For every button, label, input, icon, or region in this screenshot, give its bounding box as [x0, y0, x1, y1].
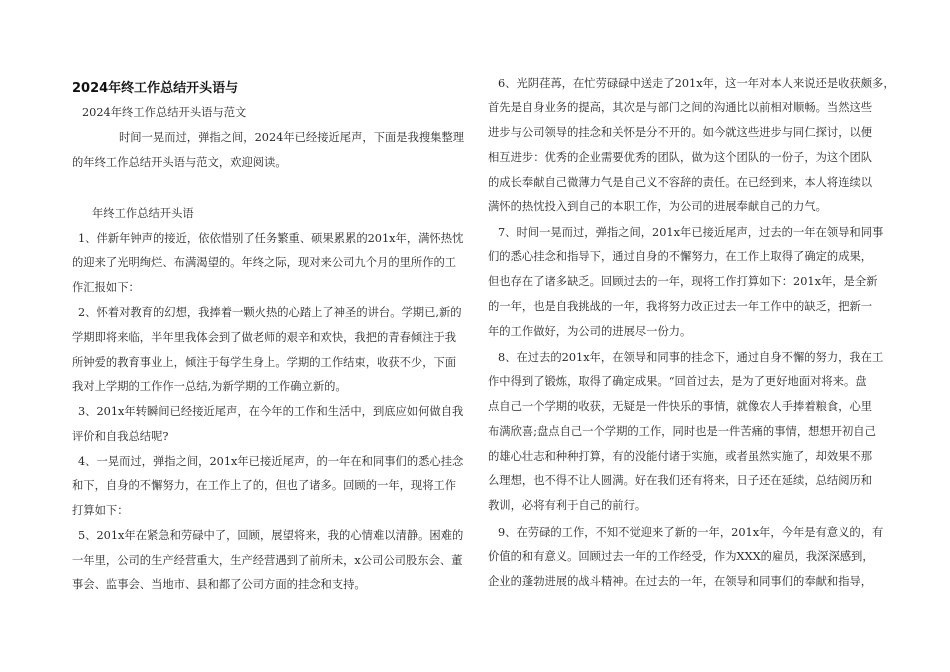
paragraph-line: 点自己一个学期的收获，无疑是一件快乐的事情，就像农人手捧着粮食，心里 — [488, 400, 873, 413]
paragraph-line: 相互进步：优秀的企业需要优秀的团队，做为这个团队的一份子，为这个团队 — [488, 151, 873, 164]
paragraph-line: 的迎来了光明绚烂、布满渴望的。年终之际，现对来公司九个月的里所作的工 — [72, 256, 457, 269]
paragraph-line: 我对上学期的工作作一总结,为新学期的工作确立新的。 — [72, 380, 347, 393]
paragraph-line: 和下，自身的不懈努力，在工作上了的，但也了诸多。回顾的一年，现将工作 — [72, 479, 457, 492]
paragraph-line: 教训，必将有利于自己的前行。 — [488, 499, 647, 512]
paragraph-line: 2、怀着对教育的幻想，我捧着一颗火热的心踏上了神圣的讲台。学期已,新的 — [78, 306, 462, 319]
paragraph-line: 但也存在了诸多缺乏。回顾过去的一年，现将工作打算如下：201x年，是全新 — [488, 275, 878, 288]
paragraph-line: 1、伴新年钟声的接近，依依惜别了任务繁重、硕果累累的201x年，满怀热忱 — [78, 232, 464, 245]
paragraph-line: 进步与公司领导的挂念和关怀是分不开的。如今就这些进步与同仁探讨，以便 — [488, 126, 873, 139]
paragraph-line: 的年终工作总结开头语与范文，欢迎阅读。 — [72, 156, 287, 169]
paragraph-line: 事会、监事会、当地市、县和都了公司方面的挂念和支持。 — [72, 578, 366, 591]
paragraph-line: 6、光阴荏苒，在忙劳碌碌中送走了201x年，这一年对本人来说还是收获颇多， — [498, 77, 895, 90]
paragraph-line: 作中得到了锻炼，取得了确定成果。“回首过去，是为了更好地面对将来。盘 — [488, 375, 867, 388]
paragraph-line: 的雄心壮志和种种打算，有的没能付诸于实施，或者虽然实施了，却效果不那 — [488, 450, 873, 463]
paragraph-line: 评价和自我总结呢? — [72, 430, 169, 443]
paragraph-line: 学期即将来临，半年里我体会到了做老师的艰辛和欢快，我把的青春倾注于我 — [72, 331, 457, 344]
paragraph-line: 打算如下： — [72, 504, 129, 517]
paragraph-line: 作汇报如下： — [72, 281, 140, 294]
paragraph-line: 的成长奉献自己微薄力气是自己义不容辞的责任。在已经到来，本人将连续以 — [488, 176, 873, 189]
paragraph-line: 9、在劳碌的工作，不知不觉迎来了新的一年，201x年，今年是有意义的，有 — [498, 526, 884, 539]
paragraph-line: 价值的和有意义。回顾过去一年的工作经受，作为XXX的雇员，我深深感到， — [488, 550, 874, 563]
paragraph-line: 首先是自身业务的提高，其次是与部门之间的沟通比以前相对顺畅。当然这些 — [488, 101, 873, 114]
paragraph-line: 企业的蓬勃进展的战斗精神。在过去的一年，在领导和同事们的奉献和指导， — [488, 575, 873, 588]
paragraph-line: 8、在过去的201x年，在领导和同事的挂念下，通过自身不懈的努力，我在工 — [498, 351, 884, 364]
paragraph-line: 时间一晃而过，弹指之间，2024年已经接近尾声，下面是我搜集整理 — [119, 131, 465, 144]
section-heading: 年终工作总结开头语 — [92, 207, 194, 220]
paragraph-line: 的一年，也是自我挑战的一年，我将努力改正过去一年工作中的缺乏，把新一 — [488, 300, 873, 313]
paragraph-line: 3、201x年转瞬间已经接近尾声，在今年的工作和生活中，到底应如何做自我 — [78, 405, 464, 418]
paragraph-line: 5、201x年在紧急和劳碌中了，回顾，展望将来，我的心情难以清静。困难的 — [78, 529, 464, 542]
paragraph-line: 一年里，公司的生产经营重大，生产经营遇到了前所未，x公司公司股东会、董 — [72, 554, 463, 567]
paragraph-line: 7、时间一晃而过，弹指之间，201x年已接近尾声，过去的一年在领导和同事 — [498, 226, 884, 239]
subtitle-line: 2024年终工作总结开头语与范文 — [82, 106, 247, 119]
paragraph-line: 布满欣喜;盘点自己一个学期的工作，同时也是一件苦痛的事情，想想开初自己 — [488, 425, 876, 438]
paragraph-line: 么理想，也不得不让人圆满。好在我们还有将来，日子还在延续，总结阅历和 — [488, 474, 873, 487]
paragraph-line: 满怀的热忱投入到自己的本职工作，为公司的进展奉献自己的力气。 — [488, 200, 827, 213]
paragraph-line: 们的悉心挂念和指导下，通过自身的不懈努力，在工作上取得了确定的成果， — [488, 250, 873, 263]
document-title: 2024年终工作总结开头语与 — [72, 81, 239, 96]
paragraph-line: 4、一晃而过，弹指之间，201x年已接近尾声，的一年在和同事们的悉心挂念 — [78, 455, 464, 468]
paragraph-line: 年的工作做好，为公司的进展尽一份力。 — [488, 325, 692, 338]
paragraph-line: 所钟爱的教育事业上，倾注于每学生身上。学期的工作结束，收获不少，下面 — [72, 356, 457, 369]
